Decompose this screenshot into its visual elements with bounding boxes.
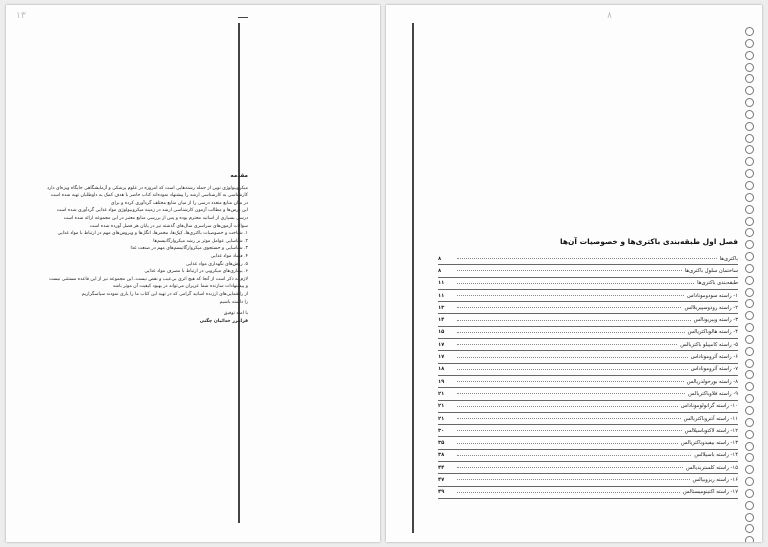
binding-hole	[745, 359, 754, 368]
toc-entry[interactable]	[438, 388, 738, 400]
toc-entry-page: ۴۹	[438, 489, 445, 496]
toc-entry[interactable]	[438, 450, 738, 462]
binding-hole	[745, 370, 754, 379]
preface-line: ۴. فساد مواد غذایی	[210, 253, 248, 259]
toc-leader-dots	[457, 443, 678, 444]
binding-hole	[745, 489, 754, 498]
toc-entry-label: باکتری‌ها	[719, 255, 738, 262]
binding-hole	[745, 465, 754, 474]
toc-entry[interactable]	[438, 265, 738, 277]
table-of-contents	[438, 237, 738, 499]
preface-line: از راهنمایی‌های ارزنده اساتید گرامی که در تهیه این کتاب ما را یاری نمودند سپاسگزاریم	[81, 291, 248, 297]
binding-hole	[745, 382, 754, 391]
toc-entry-page: ۱۵	[438, 329, 445, 336]
signature	[28, 310, 248, 325]
binding-hole	[745, 74, 754, 83]
binding-hole	[745, 122, 754, 131]
author-name: فرامرز خدائیان چگنی	[199, 318, 248, 324]
binding-hole	[745, 193, 754, 202]
binding-hole	[745, 299, 754, 308]
binding-hole	[745, 134, 754, 143]
toc-entry[interactable]	[438, 339, 738, 351]
toc-entry-page: ۳۵	[438, 440, 445, 447]
toc-entry-label: طبقه‌بندی باکتری‌ها	[697, 280, 738, 287]
binding-hole	[745, 442, 754, 451]
binding-holes	[745, 27, 754, 542]
toc-entry[interactable]	[438, 302, 738, 314]
toc-entry[interactable]	[438, 413, 738, 425]
preface-line: کارشناسی به کارشناسی ارشد را پیشنهاد نموده‌اند کتاب حاضر با هدف کمک به داوطلبان تهیه شده است	[50, 193, 248, 199]
toc-entry-label: ۱۰- راسته گرانولوموناداس	[680, 403, 738, 410]
binding-hole	[745, 288, 754, 297]
toc-entry-label: ۱۱- راسته آنتروباکتریالس	[683, 415, 738, 422]
preface-line: لازم به ذکر است از آنجا که هیچ اثری بی‌عیب و نقص نیست، این مجموعه نیز از این قاعده مستثنی نیست	[49, 276, 248, 282]
toc-entry-page: ۸	[438, 255, 442, 262]
preface-line: ۱. شناخت و خصوصیات باکتری‌ها، کپک‌ها، مخمرها، انگل‌ها و ویروس‌های مهم در ارتباط با مواد غذایی	[57, 231, 248, 237]
toc-entry-label: ۱۶- راسته ریزوبیالس	[692, 476, 738, 483]
toc-entry-label: ۲- راسته رودوسپیریلالس	[684, 304, 738, 311]
binding-hole	[745, 39, 754, 48]
binding-hole	[745, 217, 754, 226]
toc-leader-dots	[457, 344, 677, 345]
toc-entry[interactable]	[438, 376, 738, 388]
toc-leader-dots	[457, 467, 683, 468]
toc-entry-page: ۸	[438, 267, 442, 274]
binding-hole	[745, 205, 754, 214]
binding-hole	[745, 335, 754, 344]
toc-entry[interactable]	[438, 487, 738, 499]
binding-hole	[745, 323, 754, 332]
toc-entry-label: ۶- راسته آئروموناداس	[690, 354, 738, 361]
binding-hole	[745, 513, 754, 522]
preface-line: در میان منابع متعدد درسی را از میان منابع مختلف گردآوری کرده و برای	[110, 200, 248, 206]
toc-entry-page: ۴۷	[438, 476, 445, 483]
toc-entry-page: ۱۱	[438, 280, 445, 287]
binding-hole	[745, 252, 754, 261]
toc-leader-dots	[457, 270, 682, 271]
preface-line: ۵. روش‌های نگهداری مواد غذایی	[185, 261, 248, 267]
toc-entry[interactable]	[438, 290, 738, 302]
toc-leader-dots	[457, 479, 690, 480]
toc-leader-dots	[457, 381, 684, 382]
toc-entry-page: ۲۱	[438, 415, 445, 422]
toc-entry-page: ۱۷	[438, 341, 445, 348]
right-page	[386, 5, 762, 542]
binding-hole	[745, 536, 754, 542]
toc-entry[interactable]	[438, 437, 738, 449]
toc-entry-label: ۱- راسته سودوموناداس	[686, 292, 738, 299]
binding-hole	[745, 418, 754, 427]
binding-hole	[745, 86, 754, 95]
binding-hole	[745, 240, 754, 249]
toc-entry[interactable]	[438, 278, 738, 290]
binding-rule	[412, 23, 414, 533]
preface-body	[28, 185, 248, 307]
binding-hole	[745, 453, 754, 462]
binding-hole	[745, 145, 754, 154]
toc-entry[interactable]	[438, 401, 738, 413]
toc-leader-dots	[457, 492, 680, 493]
preface-line: سوالات آزمون‌های سراسری سال‌های گذشته نیز در پایان هر فصل آورده شده است	[89, 223, 248, 229]
toc-entry-label: ۱۴- راسته باسیلالس	[694, 452, 738, 459]
chapter-title: فصل اول طبقه‌بندی باکتری‌ها و خصوصیات آن‌ها	[560, 237, 738, 246]
binding-hole	[745, 228, 754, 237]
toc-entry[interactable]	[438, 364, 738, 376]
binding-hole	[745, 524, 754, 533]
toc-entry-page: ۳۸	[438, 452, 445, 459]
toc-entry-page: ۲۱	[438, 403, 445, 410]
preface-line: میکروبیولوژی نوین از جمله رشته‌هایی است که امروزه در علوم پزشکی و آزمایشگاهی جایگاه ویژه‌ای دارد	[47, 185, 248, 191]
toc-entry[interactable]	[438, 462, 738, 474]
preface-line: ۳. شناسایی و جستجوی میکروارگانیسم‌های مهم در صنعت غذا	[130, 246, 248, 252]
toc-entry-label: ۳- راسته ویبریونالس	[693, 317, 738, 324]
binding-hole	[745, 501, 754, 510]
toc-leader-dots	[457, 307, 681, 308]
binding-hole	[745, 477, 754, 486]
binding-hole	[745, 347, 754, 356]
toc-entry-page: ۱۴	[438, 317, 445, 324]
toc-entry-label: ساختمان سلول باکتری‌ها	[684, 267, 738, 274]
toc-entry[interactable]	[438, 253, 738, 265]
toc-entry-label: ۱۳- راسته بیفیدوباکتریالس	[681, 440, 738, 447]
binding-hole	[745, 27, 754, 36]
preface-line: ۲. شناسایی عوامل موثر بر رشد میکروارگانیسم‌ها	[153, 238, 248, 244]
toc-entry-page: ۱۷	[438, 354, 445, 361]
binding-hole	[745, 157, 754, 166]
margin-rule-top	[238, 17, 248, 18]
toc-leader-dots	[457, 369, 688, 370]
toc-entry-page: ۴۴	[438, 464, 445, 471]
preface-line: را داشته باشیم	[219, 299, 248, 305]
toc-entry[interactable]	[438, 474, 738, 486]
preface-line: ۶. بیماری‌های میکروبی در ارتباط با مصرف مواد غذایی	[144, 269, 248, 275]
toc-entry-label: ۷- راسته آئروموناداس	[690, 366, 738, 373]
binding-hole	[745, 311, 754, 320]
binding-hole	[745, 276, 754, 285]
page-mark: ١٣	[16, 11, 26, 21]
toc-entry[interactable]	[438, 314, 738, 326]
toc-entry-label: ۴- راسته هالوباکتریالس	[687, 329, 738, 336]
preface-line: و پیشنهادات سازنده شما عزیزان می‌تواند در بهبود کیفیت آن موثر باشد	[112, 284, 248, 290]
toc-leader-dots	[457, 430, 682, 431]
toc-list	[438, 253, 738, 499]
toc-entry-page: ۱۸	[438, 366, 445, 373]
toc-leader-dots	[457, 418, 681, 419]
toc-entry-label: ۸- راسته بورخولدریالس	[686, 378, 738, 385]
toc-entry[interactable]	[438, 327, 738, 339]
toc-leader-dots	[457, 393, 685, 394]
closing-text: با امید توفیق	[223, 311, 248, 317]
toc-entry-label: ۱۵- راسته کلستریدیالس	[685, 464, 738, 471]
left-page	[6, 5, 380, 542]
toc-leader-dots	[457, 283, 694, 284]
preface-line: این درس‌ها و مطالب آزمون کارشناسی ارشد در زمینه میکروبیولوژی مواد غذایی گردآوری شده است	[56, 208, 248, 214]
binding-hole	[745, 430, 754, 439]
binding-hole	[745, 394, 754, 403]
toc-entry-label: ۱۷- راسته اکتینومیستالس	[683, 489, 738, 496]
toc-leader-dots	[457, 332, 685, 333]
binding-hole	[745, 181, 754, 190]
binding-hole	[745, 63, 754, 72]
binding-hole	[745, 51, 754, 60]
toc-leader-dots	[457, 455, 691, 456]
toc-entry[interactable]	[438, 425, 738, 437]
toc-leader-dots	[457, 357, 688, 358]
toc-leader-dots	[457, 295, 684, 296]
binding-hole	[745, 110, 754, 119]
binding-hole	[745, 169, 754, 178]
toc-leader-dots	[457, 258, 717, 259]
preface-line: درسی بسیاری از اساتید محترم بوده و پس از بررسی منابع معتبر در این مجموعه ارائه شده است	[63, 215, 248, 221]
toc-entry-label: ۵- راسته کامپیلو باکتریالس	[680, 341, 738, 348]
toc-entry-page: ۳۰	[438, 427, 445, 434]
toc-entry-page: ۱۳	[438, 304, 445, 311]
toc-leader-dots	[457, 320, 691, 321]
toc-entry-page: ۱۹	[438, 378, 445, 385]
page-mark: ۸	[607, 11, 612, 21]
toc-leader-dots	[457, 406, 678, 407]
binding-hole	[745, 406, 754, 415]
preface-title: مقدمه	[230, 173, 248, 179]
toc-entry[interactable]	[438, 351, 738, 363]
toc-entry-page: ۱۱	[438, 292, 445, 299]
toc-entry-label: ۱۲- راسته لاکتوباسیلالس	[684, 427, 738, 434]
preface	[28, 173, 248, 325]
binding-hole	[745, 98, 754, 107]
toc-entry-label: ۹- راسته فلاوباکتریالس	[688, 390, 738, 397]
binding-hole	[745, 264, 754, 273]
toc-entry-page: ۲۱	[438, 390, 445, 397]
